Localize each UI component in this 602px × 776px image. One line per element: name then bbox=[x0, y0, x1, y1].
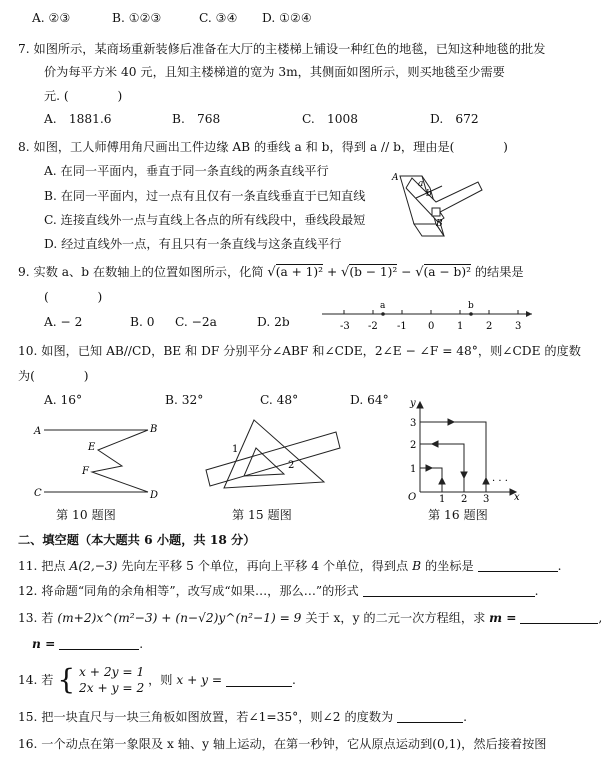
q7-option-c: C. 1008 bbox=[302, 112, 358, 126]
figure-10 bbox=[30, 418, 170, 504]
caption-fig16: 第 16 题图 bbox=[428, 508, 488, 522]
fig10-label-b: B bbox=[150, 424, 158, 435]
point-b bbox=[469, 312, 473, 316]
q11-pt: B bbox=[412, 559, 422, 573]
fig10-label-d: D bbox=[150, 490, 159, 501]
q11-point: A(2,−3) bbox=[69, 559, 118, 573]
fig16-y-label-3: 3 bbox=[410, 418, 417, 429]
point-b-label: b bbox=[468, 301, 474, 311]
q13-n: n = bbox=[32, 637, 56, 651]
q9-option-a: A. − 2 bbox=[44, 315, 83, 329]
fig16-y-label-2: 2 bbox=[410, 440, 417, 451]
fig16-axis-x: x bbox=[514, 492, 520, 503]
fig16-x-label-3: 3 bbox=[483, 494, 490, 505]
q8-option-a: A. 在同一平面内，垂直于同一条直线的两条直线平行 bbox=[44, 164, 329, 178]
figure-16 bbox=[402, 396, 524, 505]
fig16-origin: O bbox=[408, 492, 417, 503]
caption-fig15: 第 15 题图 bbox=[232, 508, 292, 522]
caption-fig10: 第 10 题图 bbox=[56, 508, 116, 522]
q8-label-line-b: b bbox=[426, 189, 432, 199]
q8-label-b-point: B bbox=[436, 219, 443, 229]
section-2-desc: （本大题共 6 小题，共 18 分） bbox=[78, 533, 256, 547]
q9-stem-b: 的结果是 bbox=[474, 265, 524, 279]
point-a bbox=[381, 312, 385, 316]
q7-option-a: A. 1881.6 bbox=[44, 112, 112, 126]
q8-figure bbox=[392, 168, 502, 244]
q13-m: m = bbox=[489, 611, 517, 625]
q15-end: . bbox=[463, 710, 467, 724]
section-2-heading bbox=[18, 532, 255, 548]
q9-paren: ( ) bbox=[44, 290, 103, 304]
q9-option-c: C. −2a bbox=[175, 315, 217, 329]
section-2-title: 二、填空题 bbox=[18, 533, 79, 547]
fig16-x-label-2: 2 bbox=[461, 494, 468, 505]
q14-system bbox=[79, 664, 144, 696]
q7-stem-line1: 7. 如图所示，某商场重新装修后准备在大厅的主楼梯上铺设一种红色的地毯，已知这种地毯的批发 bbox=[18, 42, 546, 56]
q9-radical-2: (b − 1)² bbox=[349, 265, 398, 279]
q11-end: . bbox=[557, 559, 562, 573]
q13-n-blank[interactable] bbox=[59, 637, 139, 650]
fig16-y-label-1: 1 bbox=[410, 464, 417, 475]
q7-stem-line3: 元. ( ) bbox=[44, 89, 123, 103]
triangle-inner bbox=[244, 448, 284, 476]
q10-option-c: C. 48° bbox=[260, 393, 299, 407]
tick-label-n2: -2 bbox=[368, 321, 378, 332]
fig10-label-f: F bbox=[82, 466, 89, 477]
fig10-label-a: A bbox=[34, 426, 42, 437]
point-a-label: a bbox=[380, 301, 386, 311]
q10-stem-line1: 10. 如图，已知 AB//CD，BE 和 DF 分别平分∠ABF 和∠CDE，2∠E − ∠F = 48°，则∠CDE 的度数 bbox=[18, 344, 581, 358]
q6-option-c: C. ③④ bbox=[199, 11, 238, 25]
q8-option-b: B. 在同一平面内，过一点有且仅有一条直线垂直于已知直线 bbox=[44, 189, 366, 203]
q13-a: 13. 若 bbox=[18, 611, 54, 625]
q9-option-b: B. 0 bbox=[130, 315, 155, 329]
q6-option-b: B. ①②③ bbox=[112, 11, 162, 25]
q9-stem: 9. 实数 a、b 在数轴上的位置如图所示，化简 √(a + 1)² + √(b − 1)² − √(a − b)² 的结果是 bbox=[18, 265, 524, 280]
q12 bbox=[18, 583, 538, 599]
q9-radical-1: (a + 1)² bbox=[275, 265, 324, 279]
tick-label-2: 2 bbox=[486, 321, 493, 332]
q14-expr: x + y = bbox=[176, 673, 223, 687]
q9-minus: − bbox=[401, 265, 412, 279]
fig16-x-label-1: 1 bbox=[439, 494, 446, 505]
q12-end: . bbox=[534, 584, 539, 598]
q13-comma: , bbox=[598, 611, 602, 625]
q13-end: . bbox=[139, 637, 144, 651]
q14-a: 14. 若 bbox=[18, 673, 54, 687]
q13-m-blank[interactable] bbox=[520, 611, 598, 624]
fig10-label-e: E bbox=[88, 442, 96, 453]
q6-option-a: A. ②③ bbox=[32, 11, 71, 25]
tick-label-3: 3 bbox=[515, 321, 522, 332]
q10-option-d: D. 64° bbox=[350, 393, 389, 407]
tick-label-1: 1 bbox=[457, 321, 464, 332]
q12-answer-blank[interactable] bbox=[363, 584, 535, 597]
q11-a: 11. 把点 bbox=[18, 559, 66, 573]
q8-label-line-a: a bbox=[418, 179, 424, 189]
q10-option-a: A. 16° bbox=[44, 393, 83, 407]
q14-b: ，则 bbox=[148, 673, 173, 687]
q10-option-b: B. 32° bbox=[165, 393, 204, 407]
q7-option-d: D. 672 bbox=[430, 112, 479, 126]
q9-stem-a: 9. 实数 a、b 在数轴上的位置如图所示，化简 bbox=[18, 265, 264, 279]
q15-answer-blank[interactable] bbox=[397, 710, 463, 723]
fig15-angle-1: 1 bbox=[232, 444, 239, 455]
q8-label-a-point: A bbox=[392, 173, 399, 183]
q15 bbox=[18, 709, 467, 725]
fig16-dots: · · · bbox=[492, 476, 508, 487]
q9-plus: + bbox=[326, 265, 338, 279]
q13-n-line bbox=[32, 636, 143, 652]
q8-stem: 8. 如图，工人师傅用角尺画出工件边缘 AB 的垂线 a 和 b，得到 a // b，理由是( ) bbox=[18, 140, 508, 154]
q7-stem-line2: 价为每平方米 40 元，且知主楼梯道的宽为 3m，其侧面如图所示，则买地毯至少需要 bbox=[44, 65, 505, 79]
q11-b: 先向左平移 5 个单位，再向上平移 4 个单位，得到点 bbox=[121, 559, 409, 573]
q13-expr: (m+2)x^(m²−3) + (n−√2)y^(n²−1) = 9 bbox=[57, 611, 302, 625]
q16-text: 16. 一个动点在第一象限及 x 轴、y 轴上运动，在第一秒钟，它从原点运动到(0,1)，然后接着按图 bbox=[18, 737, 547, 751]
fig16-axis-y: y bbox=[410, 398, 416, 409]
q13-b: 关于 x，y 的二元一次方程组，求 bbox=[305, 611, 486, 625]
q7-option-b: B. 768 bbox=[172, 112, 221, 126]
tick-label-n1: -1 bbox=[397, 321, 407, 332]
q12-text: 12. 将命题“同角的余角相等”，改写成“如果…，那么…”的形式 bbox=[18, 584, 359, 598]
figure-15 bbox=[198, 410, 344, 502]
q9-option-d: D. 2b bbox=[257, 315, 290, 329]
q11-c: 的坐标是 bbox=[424, 559, 474, 573]
q10-stem-line2: 为( ) bbox=[18, 369, 89, 383]
q14-brace: { bbox=[57, 663, 76, 696]
q14-eq1: x + 2y = 1 bbox=[79, 665, 145, 679]
q14-eq2: 2x + y = 2 bbox=[79, 681, 145, 695]
q8-option-c: C. 连接直线外一点与直线上各点的所有线段中，垂线段最短 bbox=[44, 213, 366, 227]
q15-text: 15. 把一块直尺与一块三角板如图放置，若∠1=35°，则∠2 的度数为 bbox=[18, 710, 394, 724]
q11 bbox=[18, 558, 561, 574]
fig15-angle-2: 2 bbox=[288, 460, 295, 471]
q8-option-d: D. 经过直线外一点，有且只有一条直线与这条直线平行 bbox=[44, 237, 342, 251]
q11-answer-blank[interactable] bbox=[478, 559, 558, 572]
q9-number-line bbox=[318, 298, 538, 334]
q9-radical-3: (a − b)² bbox=[423, 265, 471, 279]
q14-end: . bbox=[292, 673, 296, 687]
q6-option-d: D. ①②④ bbox=[262, 11, 312, 25]
q13 bbox=[18, 610, 602, 626]
tick-label-0: 0 bbox=[428, 321, 435, 332]
tick-label-n3: -3 bbox=[340, 321, 350, 332]
fig10-label-c: C bbox=[34, 488, 42, 499]
q14 bbox=[18, 664, 296, 700]
q14-answer-blank[interactable] bbox=[226, 674, 292, 687]
